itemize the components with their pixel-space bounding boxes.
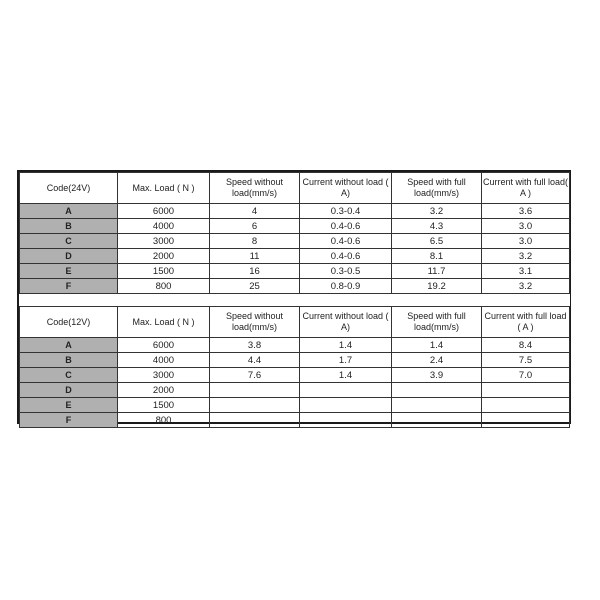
current-no-load-cell <box>300 383 392 398</box>
speed-no-load-cell: 4 <box>210 204 300 219</box>
current-no-load-cell <box>300 398 392 413</box>
table-row <box>20 204 570 219</box>
speed-full-load-cell <box>392 398 482 413</box>
spec-table-frame <box>17 170 571 424</box>
current-no-load-cell: 0.4-0.6 <box>300 249 392 264</box>
speed-full-load-cell: 3.9 <box>392 368 482 383</box>
max-load-cell: 800 <box>118 279 210 294</box>
max-load-cell: 2000 <box>118 249 210 264</box>
code-cell: C <box>20 368 118 383</box>
code-cell: D <box>20 383 118 398</box>
speed-no-load-cell: 8 <box>210 234 300 249</box>
table-row <box>20 338 570 353</box>
current-full-load-cell: 3.0 <box>482 219 570 234</box>
code-cell: E <box>20 398 118 413</box>
speed-no-load-cell: 3.8 <box>210 338 300 353</box>
table-row <box>20 279 570 294</box>
table-row <box>20 383 570 398</box>
max-load-cell: 4000 <box>118 219 210 234</box>
table-row <box>20 368 570 383</box>
speed-full-load-cell: 1.4 <box>392 338 482 353</box>
max-load-cell: 2000 <box>118 383 210 398</box>
speed-no-load-cell: 7.6 <box>210 368 300 383</box>
max-load-cell: 6000 <box>118 204 210 219</box>
table-separator <box>20 294 570 307</box>
speed-full-load-cell: 3.2 <box>392 204 482 219</box>
speed-full-load-cell: 11.7 <box>392 264 482 279</box>
speed-no-load-cell: 16 <box>210 264 300 279</box>
table-separator-row <box>20 294 570 307</box>
header-speed-without-load: Speed without load(mm/s) <box>210 307 300 338</box>
code-cell: E <box>20 264 118 279</box>
code-cell: F <box>20 413 118 428</box>
header-current-full-load: Current with full load( A ) <box>482 173 570 204</box>
table-row <box>20 249 570 264</box>
speed-full-load-cell <box>392 413 482 428</box>
speed-full-load-cell: 19.2 <box>392 279 482 294</box>
max-load-cell: 3000 <box>118 234 210 249</box>
speed-full-load-cell: 4.3 <box>392 219 482 234</box>
current-full-load-cell: 3.0 <box>482 234 570 249</box>
header-max-load: Max. Load ( N ) <box>118 173 210 204</box>
current-no-load-cell: 0.4-0.6 <box>300 219 392 234</box>
header-current-full-load: Current with full load ( A ) <box>482 307 570 338</box>
table-row <box>20 413 570 428</box>
header-speed-without-load: Speed without load(mm/s) <box>210 173 300 204</box>
speed-full-load-cell: 8.1 <box>392 249 482 264</box>
current-full-load-cell: 3.2 <box>482 279 570 294</box>
current-full-load-cell <box>482 413 570 428</box>
current-full-load-cell: 3.1 <box>482 264 570 279</box>
header-max-load: Max. Load ( N ) <box>118 307 210 338</box>
code-cell: F <box>20 279 118 294</box>
table-row <box>20 219 570 234</box>
code-cell: C <box>20 234 118 249</box>
current-no-load-cell: 0.3-0.4 <box>300 204 392 219</box>
speed-no-load-cell: 11 <box>210 249 300 264</box>
current-no-load-cell <box>300 413 392 428</box>
table-row <box>20 264 570 279</box>
max-load-cell: 1500 <box>118 264 210 279</box>
current-no-load-cell: 0.3-0.5 <box>300 264 392 279</box>
spec-table <box>19 172 570 428</box>
max-load-cell: 800 <box>118 413 210 428</box>
current-no-load-cell: 1.4 <box>300 338 392 353</box>
header-current-without-load: Current without load ( A) <box>300 173 392 204</box>
code-cell: B <box>20 219 118 234</box>
code-cell: A <box>20 204 118 219</box>
table-row <box>20 234 570 249</box>
code-cell: D <box>20 249 118 264</box>
current-full-load-cell: 7.5 <box>482 353 570 368</box>
current-no-load-cell: 0.4-0.6 <box>300 234 392 249</box>
header-current-without-load: Current without load ( A) <box>300 307 392 338</box>
header-code-24v: Code(24V) <box>20 173 118 204</box>
speed-full-load-cell: 2.4 <box>392 353 482 368</box>
code-cell: A <box>20 338 118 353</box>
code-cell: B <box>20 353 118 368</box>
current-no-load-cell: 1.7 <box>300 353 392 368</box>
table-24v-header-row <box>20 173 570 204</box>
current-full-load-cell: 8.4 <box>482 338 570 353</box>
current-full-load-cell <box>482 383 570 398</box>
current-full-load-cell: 3.6 <box>482 204 570 219</box>
speed-no-load-cell: 6 <box>210 219 300 234</box>
max-load-cell: 1500 <box>118 398 210 413</box>
header-speed-full-load: Speed with full load(mm/s) <box>392 173 482 204</box>
max-load-cell: 3000 <box>118 368 210 383</box>
speed-no-load-cell <box>210 383 300 398</box>
current-full-load-cell: 3.2 <box>482 249 570 264</box>
table-row <box>20 353 570 368</box>
table-12v-header-row <box>20 307 570 338</box>
speed-no-load-cell: 4.4 <box>210 353 300 368</box>
header-speed-full-load: Speed with full load(mm/s) <box>392 307 482 338</box>
current-full-load-cell <box>482 398 570 413</box>
current-full-load-cell: 7.0 <box>482 368 570 383</box>
header-code-12v: Code(12V) <box>20 307 118 338</box>
speed-full-load-cell: 6.5 <box>392 234 482 249</box>
speed-full-load-cell <box>392 383 482 398</box>
speed-no-load-cell: 25 <box>210 279 300 294</box>
speed-no-load-cell <box>210 413 300 428</box>
speed-no-load-cell <box>210 398 300 413</box>
current-no-load-cell: 0.8-0.9 <box>300 279 392 294</box>
max-load-cell: 4000 <box>118 353 210 368</box>
current-no-load-cell: 1.4 <box>300 368 392 383</box>
max-load-cell: 6000 <box>118 338 210 353</box>
table-row <box>20 398 570 413</box>
